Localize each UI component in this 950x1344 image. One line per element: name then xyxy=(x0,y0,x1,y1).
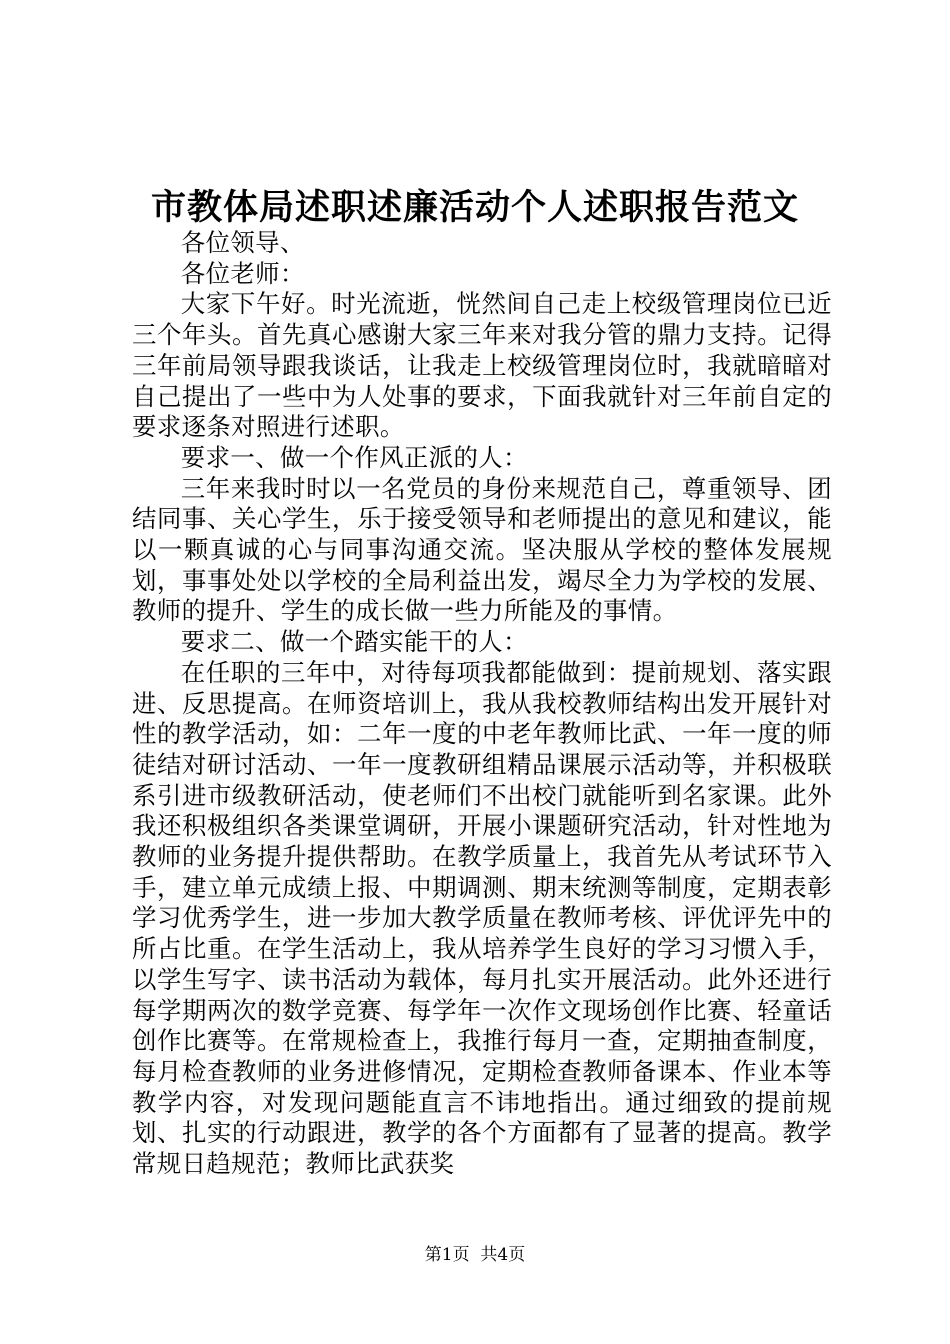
body-paragraph-2: 在任职的三年中，对待每项我都能做到：提前规划、落实跟进、反思提高。在师资培训上，我从我校教师结构出发开展针对性的教学活动，如：二年一度的中老年教师比武、一年一度的师徒结对研讨活动、一年一度教研组精品课展示活动等，并积极联系引进市级教研活动，使老师们不出校门就能听到名家课。此外我还积极组织各类课堂调研，开展小课题研究活动，针对性地为教师的业务提升提供帮助。在教学质量上，我首先从考试环节入手，建立单元成绩上报、中期调测、期末统测等制度，定期表彰学习优秀学生，进一步加大教学质量在教师考核、评优评先中的所占比重。在学生活动上，我从培养学生良好的学习习惯入手，以学生写字、读书活动为载体，每月扎实开展活动。此外还进行每学期两次的数学竞赛、每学年一次作文现场创作比赛、轻童话创作比赛等。在常规检查上，我推行每月一查，定期抽查制度，每月检查教师的业务进修情况，定期检查教师备课本、作业本等教学内容，对发现问题能直言不讳地指出。通过细致的提前规划、扎实的行动跟进，教学的各个方面都有了显著的提高。教学常规日趋规范；教师比武获奖 xyxy=(132,657,832,1179)
body-paragraph-1: 三年来我时时以一名党员的身份来规范自己，尊重领导、团结同事、关心学生，乐于接受领导和老师提出的意见和建议，能以一颗真诚的心与同事沟通交流。坚决服从学校的整体发展规划，事事处处以学校的全局利益出发，竭尽全力为学校的发展、教师的提升、学生的成长做一些力所能及的事情。 xyxy=(132,473,832,626)
section-heading-1: 要求一、做一个作风正派的人： xyxy=(180,442,528,472)
page-footer xyxy=(0,1244,950,1266)
section-heading-2: 要求二、做一个踏实能干的人： xyxy=(180,627,528,657)
body-paragraph-intro: 大家下午好。时光流逝，恍然间自己走上校级管理岗位已近三个年头。首先真心感谢大家三年来对我分管的鼎力支持。记得三年前局领导跟我谈话，让我走上校级管理岗位时，我就暗暗对自己提出了一些中为人处事的要求，下面我就针对三年前自定的要求逐条对照进行述职。 xyxy=(132,289,832,442)
document-title: 市教体局述职述廉活动个人述职报告范文 xyxy=(150,187,799,228)
document-body xyxy=(132,228,832,1180)
salutation-leaders: 各位领导、 xyxy=(180,228,305,257)
page-number: 第1页 共4页 xyxy=(424,1245,526,1265)
salutation-teachers: 各位老师： xyxy=(180,258,305,288)
